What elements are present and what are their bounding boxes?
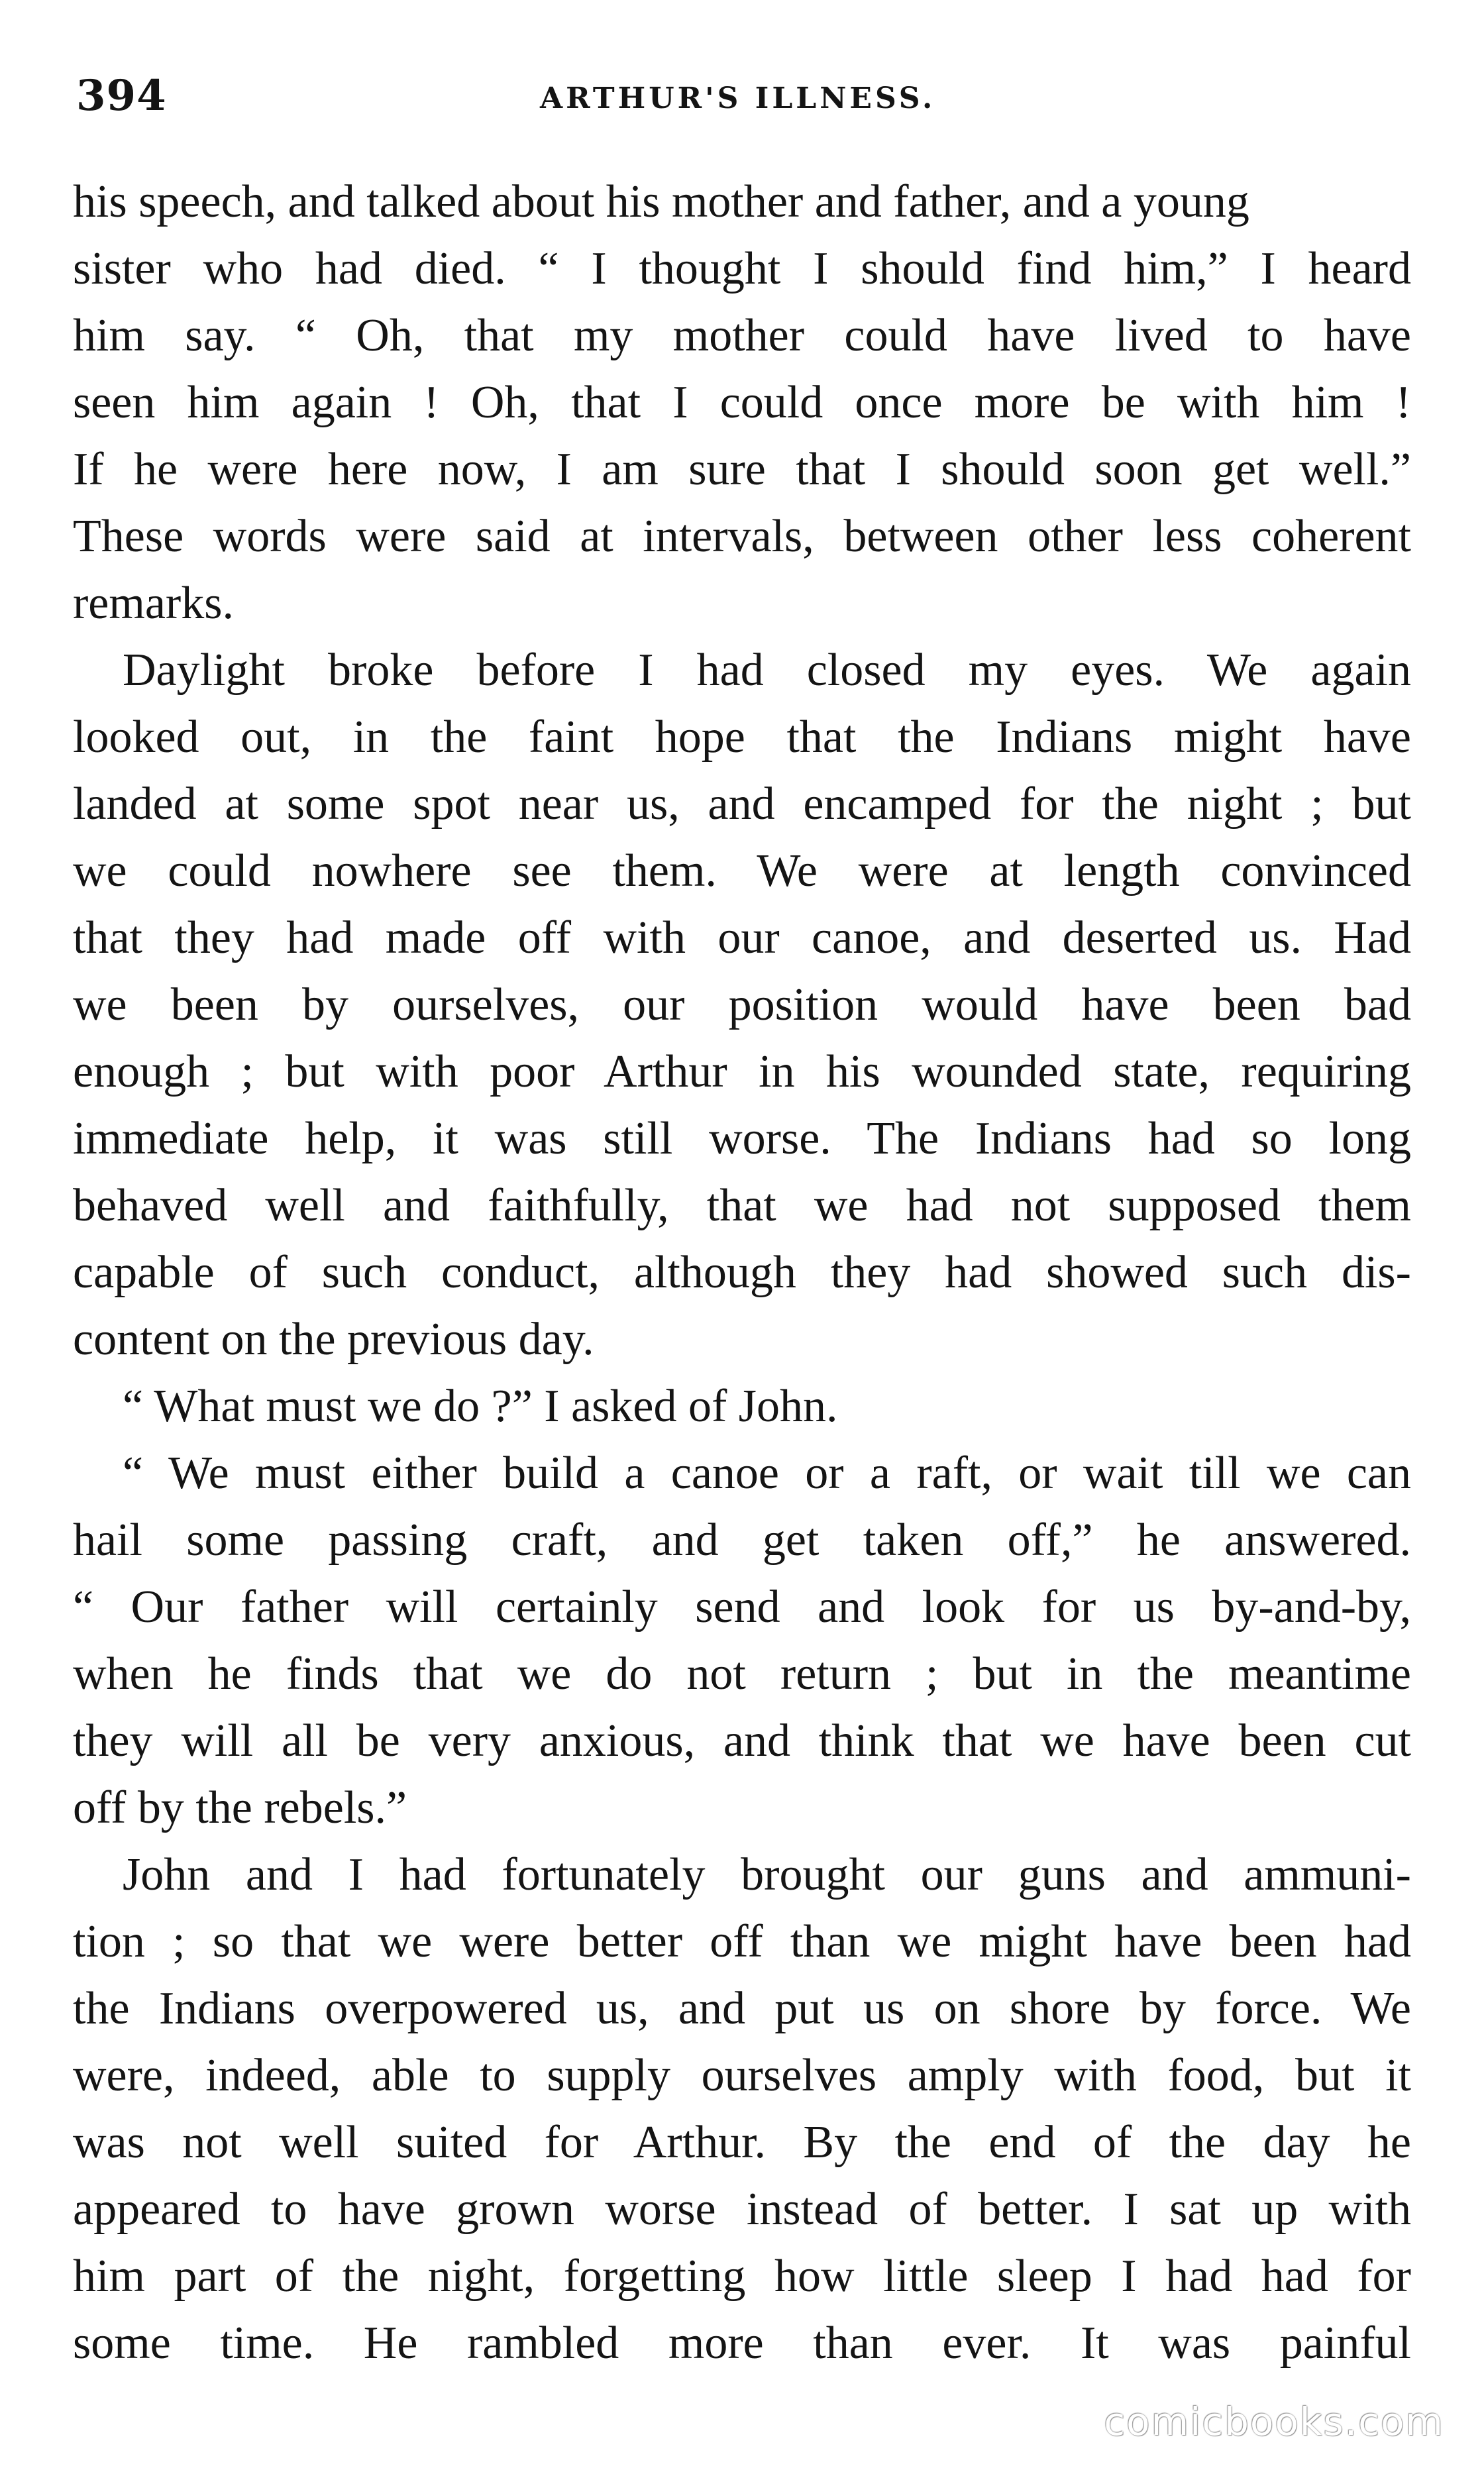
text-line: looked out, in the faint hope that the Indians might have	[73, 712, 1411, 763]
page-number: 394	[76, 71, 167, 121]
text-line: we could nowhere see them. We were at length convinced	[73, 845, 1411, 896]
site-watermark: comicbooks.com	[1104, 2399, 1444, 2444]
text-line: off by the rebels.”	[73, 1782, 407, 1833]
text-line: If he were here now, I am sure that I should soon get well.”	[73, 444, 1411, 495]
text-line: “ Our father will certainly send and look for us by-and-by,	[73, 1582, 1411, 1633]
text-line: that they had made off with our canoe, and deserted us. Had	[73, 912, 1411, 963]
text-line: him part of the night, forgetting how little sleep I had had for	[73, 2251, 1411, 2302]
text-line: seen him again ! Oh, that I could once more be with him !	[73, 377, 1411, 428]
text-line: appeared to have grown worse instead of better. I sat up with	[73, 2184, 1411, 2235]
text-line: capable of such conduct, although they had showed such dis-	[73, 1247, 1411, 1298]
text-line: immediate help, it was still worse. The Indians had so long	[73, 1113, 1411, 1164]
text-line: was not well suited for Arthur. By the end of the day he	[73, 2117, 1411, 2168]
text-line: remarks.	[73, 578, 234, 629]
text-line: landed at some spot near us, and encamped for the night ; but	[73, 779, 1411, 830]
text-line: they will all be very anxious, and think that we have been cut	[73, 1715, 1411, 1766]
text-line: his speech, and talked about his mother and father, and a young	[73, 176, 1249, 227]
text-line: Daylight broke before I had closed my eyes. We again	[123, 645, 1411, 696]
text-line: him say. “ Oh, that my mother could have lived to have	[73, 310, 1411, 361]
text-line: “ We must either build a canoe or a raft, or wait till we can	[123, 1448, 1411, 1499]
text-line: when he finds that we do not return ; but in the meantime	[73, 1648, 1411, 1699]
text-line: “ What must we do ?” I asked of John.	[123, 1381, 838, 1432]
text-line: sister who had died. “ I thought I should find him,” I heard	[73, 243, 1411, 294]
text-line: tion ; so that we were better off than we might have been had	[73, 1916, 1411, 1967]
running-title: ARTHUR'S ILLNESS.	[540, 81, 936, 115]
text-line: These words were said at intervals, between other less coherent	[73, 511, 1411, 562]
text-line: the Indians overpowered us, and put us on shore by force. We	[73, 1983, 1411, 2034]
running-head	[76, 70, 1418, 123]
text-line: we been by ourselves, our position would have been bad	[73, 979, 1411, 1030]
text-line: content on the previous day.	[73, 1314, 594, 1365]
text-line: enough ; but with poor Arthur in his wounded state, requiring	[73, 1046, 1411, 1097]
text-line: were, indeed, able to supply ourselves amply with food, but it	[73, 2050, 1411, 2101]
text-line: hail some passing craft, and get taken off,” he answered.	[73, 1515, 1411, 1566]
text-line: John and I had fortunately brought our guns and ammuni-	[123, 1849, 1411, 1900]
text-line: some time. He rambled more than ever. It was painful	[73, 2318, 1411, 2369]
text-line: behaved well and faithfully, that we had not supposed them	[73, 1180, 1411, 1231]
